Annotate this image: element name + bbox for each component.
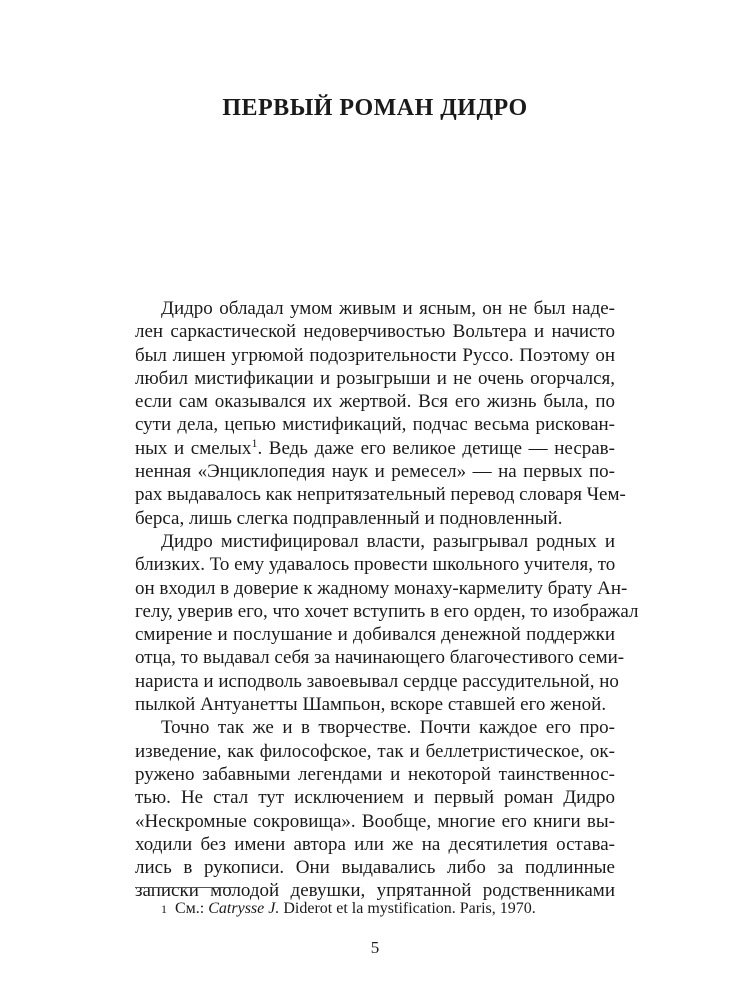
text-line: тью. Не стал тут исключением и первый роман Дидро: [135, 787, 615, 809]
text-line: если сам оказывался их жертвой. Вся его жизнь была, по: [135, 391, 615, 413]
footnote-prefix: См.:: [175, 900, 209, 917]
text-line: берса, лишь слегка подправленный и подновленный.: [135, 507, 563, 529]
footnote-author: Catrysse J.: [208, 900, 280, 917]
text-fragment: . Ведь даже его великое детище — несрав-: [257, 437, 615, 459]
text-line: гелу, уверив его, что хочет вступить в его орден, то изображал: [135, 600, 639, 622]
footnote-citation: Diderot et la mystification. Paris, 1970.: [279, 900, 536, 917]
text-line: был лишен угрюмой подозрительности Руссо. Поэтому он: [135, 344, 615, 366]
body-text: [135, 297, 639, 903]
text-line: пылкой Антуанетты Шампьон, вскоре ставшей его женой.: [135, 694, 607, 716]
footnote-reference[interactable]: 1: [251, 435, 258, 450]
text-line: лись в рукописи. Они выдавались либо за подлинные: [135, 857, 615, 879]
text-fragment: ных и смелых: [135, 437, 252, 459]
text-line: «Нескромные сокровища». Вообще, многие его книги вы-: [135, 810, 615, 832]
footnote-divider: [135, 887, 235, 888]
text-line: любил мистификации и розыгрыши и не очень огорчался,: [135, 367, 615, 389]
text-line: нариста и исподволь завоевывал сердце рассудительной, но: [135, 670, 619, 692]
footnote: [135, 899, 615, 919]
text-line: сути дела, цепью мистификаций, подчас весьма рискован-: [135, 414, 615, 436]
page-number: 5: [370, 938, 380, 957]
text-line: ружено забавными легендами и некоторой таинственнос-: [135, 763, 615, 785]
text-line: отца, то выдавал себя за начинающего благочестивого семи-: [135, 647, 625, 669]
footnote-mark: 1: [161, 902, 167, 916]
text-line: Дидро мистифицировал власти, разыгрывал родных и: [161, 530, 615, 552]
text-line: [135, 437, 615, 460]
text-line: ненная «Энциклопедия наук и ремесел» — на первых по-: [135, 461, 615, 483]
text-line: рах выдавалось как непритязательный перевод словаря Чем-: [135, 484, 626, 506]
text-line: смирение и послушание и добивался денежной поддержки: [135, 624, 615, 646]
text-line: близких. То ему удавалось провести школьного учителя, то: [135, 554, 616, 576]
chapter-title: ПЕРВЫЙ РОМАН ДИДРО: [222, 95, 528, 121]
text-line: Дидро обладал умом живым и ясным, он не был наде-: [161, 298, 615, 319]
text-line: изведение, как философское, так и беллетристическое, ок-: [135, 740, 615, 762]
text-line: он входил в доверие к жадному монаху-кармелиту брату Ан-: [135, 577, 628, 599]
text-line: ходили без имени автора или же на десятилетия остава-: [135, 833, 615, 855]
text-line: лен саркастической недоверчивостью Вольтера и начисто: [135, 321, 615, 343]
text-line: записки молодой девушки, упрятанной родственниками: [135, 880, 615, 902]
text-line: Точно так же и в творчестве. Почти каждое его про-: [161, 717, 615, 739]
